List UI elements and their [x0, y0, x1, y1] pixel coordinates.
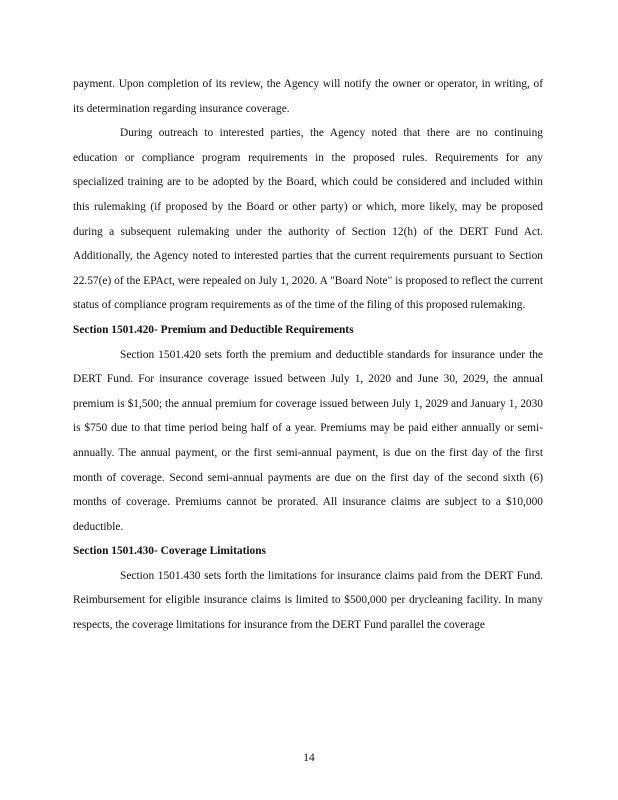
section-heading-premium: Section 1501.420- Premium and Deductible Requirements	[73, 323, 354, 336]
paragraph-coverage: Section 1501.430 sets forth the limitations for insurance claims paid from the DERT Fund. Reimbursement for eligible insurance claims is limited to $500,000 per drycleaning facility. In many respects, the coverage limitations for insurance from the DERT Fund parallel the coverage	[73, 569, 543, 632]
section-heading-coverage: Section 1501.430- Coverage Limitations	[73, 545, 266, 558]
page-number: 14	[303, 752, 315, 764]
paragraph-review-result: payment. Upon completion of its review, the Agency will notify the owner or operator, in writing, of its determination regarding insurance coverage.	[73, 78, 543, 115]
paragraph-premium: Section 1501.420 sets forth the premium and deductible standards for insurance under the DERT Fund. For insurance coverage issued between July 1, 2020 and June 30, 2029, the annual premium is $1,500; the annual premium for coverage issued between July 1, 2029 and January 1, 2030 is $750 due to that time period being half of a year. Premiums may be paid either annually or semi-annually. The annual payment, or the first semi-annual payment, is due on the first day of the first month of coverage. Second semi-annual payments are due on the first day of the second sixth (6) months of coverage. Premiums cannot be prorated. All insurance claims are subject to a $10,000 deductible.	[73, 348, 543, 533]
body-text	[73, 72, 543, 638]
paragraph-outreach: During outreach to interested parties, the Agency noted that there are no continuing education or compliance program requirements in the proposed rules. Requirements for any specialized training are to be adopted by the Board, which could be considered and included within this rulemaking (if proposed by the Board or other party) or which, more likely, may be proposed during a subsequent rulemaking under the authority of Section 12(h) of the DERT Fund Act. Additionally, the Agency noted to interested parties that the current requirements pursuant to Section 22.57(e) of the EPAct, were repealed on July 1, 2020. A "Board Note" is proposed to reflect the current status of compliance program requirements as of the time of the filing of this proposed rulemaking.	[73, 127, 543, 312]
